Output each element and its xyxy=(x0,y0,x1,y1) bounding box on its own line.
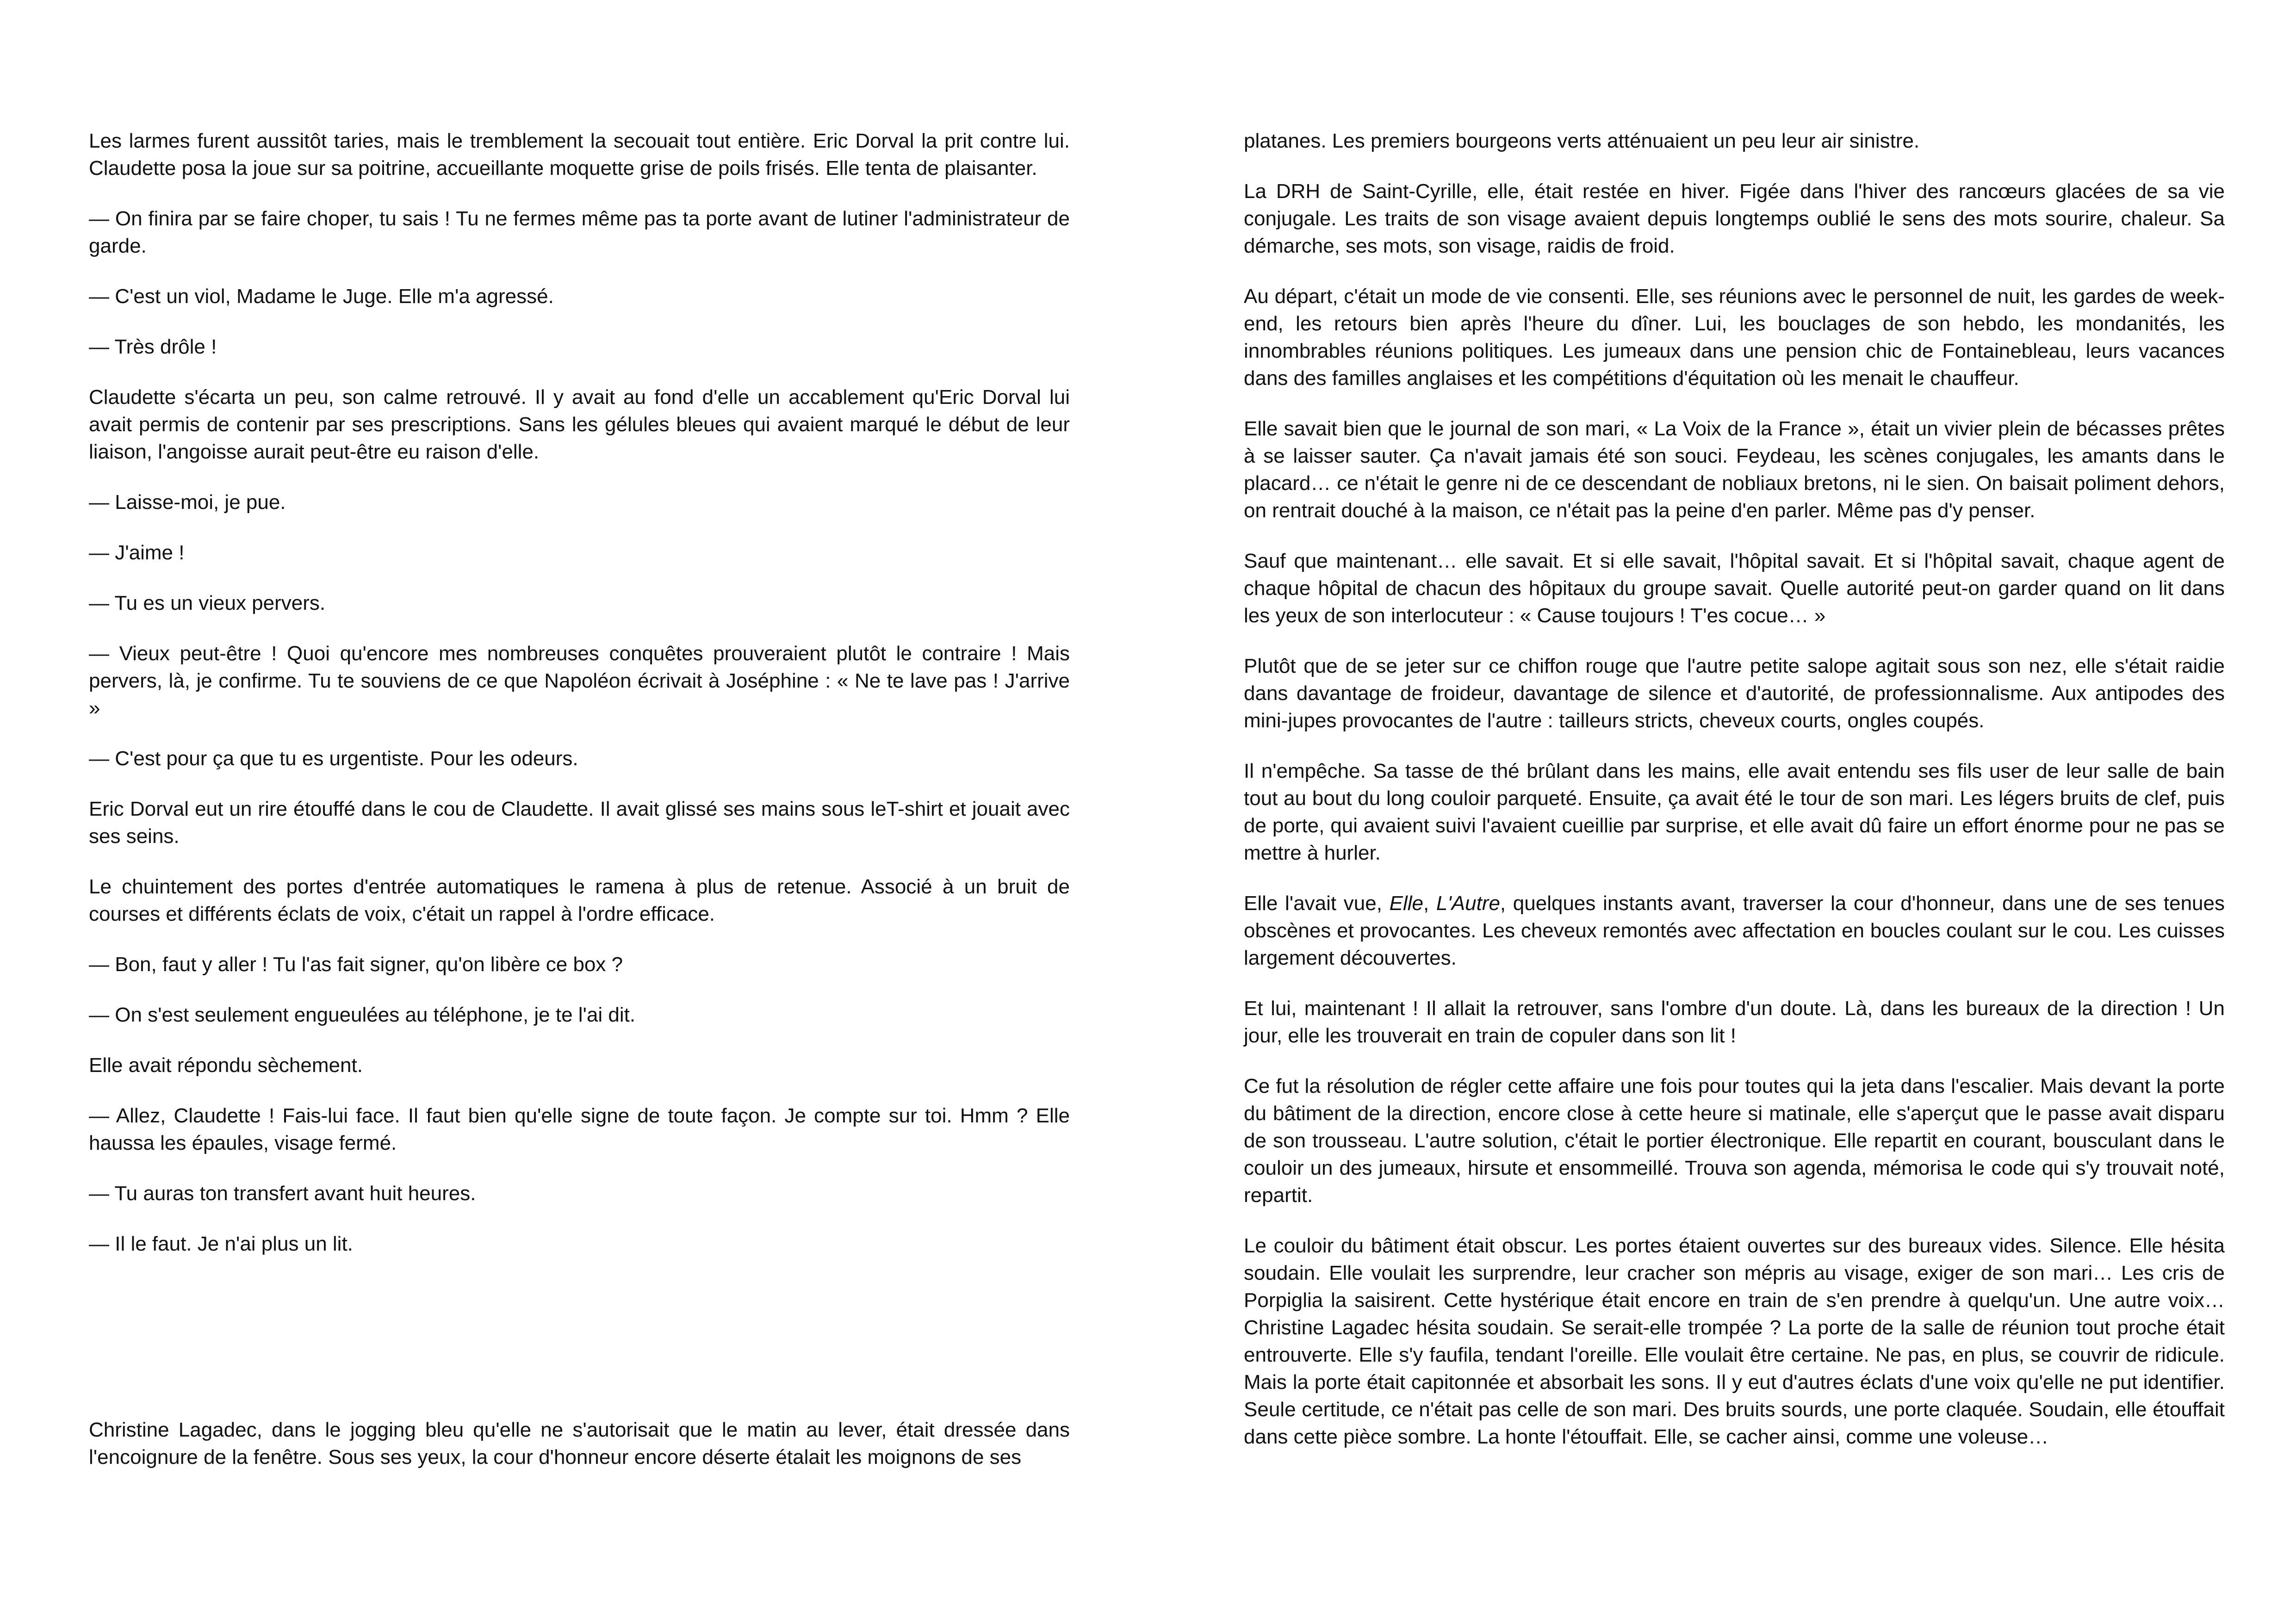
paragraph: Claudette s'écarta un peu, son calme retrouvé. Il y avait au fond d'elle un accablement qu'Eric Dorval lui avait permis de contenir par ses prescriptions. Sans les gélules bleues qui avaient marqué le début de leur liaison, l'angoisse aurait peut-être eu raison d'elle. xyxy=(89,386,1070,463)
paragraph: — Vieux peut-être ! Quoi qu'encore mes nombreuses conquêtes prouveraient plutôt le contraire ! Mais pervers, là, je confirme. Tu te souviens de ce que Napoléon écrivait à Joséphine : « Ne te lave pas ! J'arrive » xyxy=(89,642,1070,719)
paragraph: — J'aime ! xyxy=(89,541,185,564)
paragraph-text-segment: , xyxy=(1423,892,1436,915)
paragraph: Plutôt que de se jeter sur ce chiffon rouge que l'autre petite salope agitait sous son nez, elle s'était raidie dans davantage de froideur, davantage de silence et d'autorité, de professionnalisme. Aux antipodes des mini-jupes provocantes de l'autre : tailleurs stricts, cheveux courts, ongles coupés. xyxy=(1244,655,2225,732)
paragraph: — Allez, Claudette ! Fais-lui face. Il faut bien qu'elle signe de toute façon. Je compte sur toi. Hmm ? Elle haussa les épaules, visage fermé. xyxy=(89,1104,1070,1154)
right-page-text xyxy=(1244,127,2225,1450)
right-page xyxy=(1148,0,2296,1623)
paragraph: La DRH de Saint-Cyrille, elle, était restée en hiver. Figée dans l'hiver des rancœurs glacées de sa vie conjugale. Les traits de son visage avaient depuis longtemps oublié le sens des mots sourire, chaleur. Sa démarche, ses mots, son visage, raidis de froid. xyxy=(1244,180,2225,257)
paragraph: Les larmes furent aussitôt taries, mais le tremblement la secouait tout entière. Eric Dorval la prit contre lui. Claudette posa la joue sur sa poitrine, accueillante moquette grise de poils frisés. Elle tenta de plaisanter. xyxy=(89,130,1070,180)
paragraph: — Il le faut. Je n'ai plus un lit. xyxy=(89,1233,353,1255)
paragraph: Et lui, maintenant ! Il allait la retrouver, sans l'ombre d'un doute. Là, dans les bureaux de la direction ! Un jour, elle les trouverait en train de copuler dans son lit ! xyxy=(1244,997,2225,1047)
italic-text: L'Autre xyxy=(1436,892,1500,915)
paragraph: platanes. Les premiers bourgeons verts atténuaient un peu leur air sinistre. xyxy=(1244,130,1920,152)
paragraph: Le couloir du bâtiment était obscur. Les portes étaient ouvertes sur des bureaux vides. Silence. Elle hésita soudain. Elle voulait les surprendre, leur cracher son mépris au visage, exiger de son mari… Les cris de Porpiglia la saisirent. Cette hystérique était encore en train de s'en prendre à quelqu'un. Une autre voix… Christine Lagadec hésita soudain. Se serait-elle trompée ? La porte de la salle de réunion tout proche était entrouverte. Elle s'y faufila, tendant l'oreille. Elle voulait être certaine. Ne pas, en plus, se couvrir de ridicule. Mais la porte était capitonnée et absorbait les sons. Il y eut d'autres éclats d'une voix qu'elle ne put identifier. Seule certitude, ce n'était pas celle de son mari. Des bruits sourds, une porte claquée. Soudain, elle étouffait dans cette pièce sombre. La honte l'étouffait. Elle, se cacher ainsi, comme une voleuse… xyxy=(1244,1234,2225,1448)
paragraph: Le chuintement des portes d'entrée automatiques le ramena à plus de retenue. Associé à un bruit de courses et différents éclats de voix, c'était un rappel à l'ordre efficace. xyxy=(89,875,1070,925)
left-page-bottom-text xyxy=(89,1416,1070,1471)
paragraph: Au départ, c'était un mode de vie consenti. Elle, ses réunions avec le personnel de nuit, les gardes de week-end, les retours bien après l'heure du dîner. Lui, les bouclages de son hebdo, les mondanités, les innombrables réunions politiques. Les jumeaux dans une pension chic de Fontainebleau, leurs vacances dans des familles anglaises et les compétitions d'équitation où les menait le chauffeur. xyxy=(1244,285,2225,390)
paragraph: — Très drôle ! xyxy=(89,335,217,358)
paragraph: Il n'empêche. Sa tasse de thé brûlant dans les mains, elle avait entendu ses fils user de leur salle de bain tout au bout du long couloir parqueté. Ensuite, ça avait été le tour de son mari. Les légers bruits de clef, puis de porte, qui avaient suivi l'avaient cueillie par surprise, et elle avait dû faire un effort énorme pour ne pas se mettre à hurler. xyxy=(1244,760,2225,864)
left-page-top-text xyxy=(89,127,1070,1258)
paragraph: — Tu es un vieux pervers. xyxy=(89,592,326,614)
paragraph: — Tu auras ton transfert avant huit heures. xyxy=(89,1182,476,1205)
paragraph: — On s'est seulement engueulées au téléphone, je te l'ai dit. xyxy=(89,1004,636,1026)
paragraph: Eric Dorval eut un rire étouffé dans le cou de Claudette. Il avait glissé ses mains sous leT-shirt et jouait avec ses seins. xyxy=(89,798,1070,848)
paragraph: — C'est pour ça que tu es urgentiste. Pour les odeurs. xyxy=(89,747,578,770)
paragraph: Christine Lagadec, dans le jogging bleu qu'elle ne s'autorisait que le matin au lever, était dressée dans l'encoignure de la fenêtre. Sous ses yeux, la cour d'honneur encore déserte étalait les moignons de ses xyxy=(89,1419,1070,1468)
paragraph-text-segment: , quelques instants avant, traverser la cour d'honneur, dans une de ses tenues obscènes et provocantes. Les cheveux remontés avec affectation en boucles coulant sur le cou. Les cuisses largement découvertes. xyxy=(1244,892,2225,969)
paragraph-text-segment: Elle l'avait vue, xyxy=(1244,892,1390,915)
paragraph: Elle avait répondu sèchement. xyxy=(89,1054,363,1077)
paragraph: Elle savait bien que le journal de son mari, « La Voix de la France », était un vivier plein de bécasses prêtes à se laisser sauter. Ça n'avait jamais été son souci. Feydeau, les scènes conjugales, les amants dans le placard… ce n'était le genre ni de ce descendant de nobliaux bretons, ni le sien. On baisait poliment dehors, on rentrait douché à la maison, ce n'était pas la peine d'en parler. Même pas d'y penser. xyxy=(1244,417,2225,522)
italic-text: Elle xyxy=(1389,892,1423,915)
paragraph: — Bon, faut y aller ! Tu l'as fait signer, qu'on libère ce box ? xyxy=(89,953,623,976)
paragraph: — Laisse-moi, je pue. xyxy=(89,491,286,514)
paragraph-with-italics xyxy=(1244,890,2225,972)
paragraph: Ce fut la résolution de régler cette affaire une fois pour toutes qui la jeta dans l'escalier. Mais devant la porte du bâtiment de la direction, encore close à cette heure si matinale, elle s'aperçut que le passe avait disparu de son trousseau. L'autre solution, c'était le portier électronique. Elle repartit en courant, bousculant dans le couloir un des jumeaux, hirsute et ensommeillé. Trouva son agenda, mémorisa le code qui s'y trouvait noté, repartit. xyxy=(1244,1075,2225,1207)
paragraph: — On finira par se faire choper, tu sais ! Tu ne fermes même pas ta porte avant de lutiner l'administrateur de garde. xyxy=(89,207,1070,257)
paragraph: — C'est un viol, Madame le Juge. Elle m'a agressé. xyxy=(89,285,554,308)
paragraph: Sauf que maintenant… elle savait. Et si elle savait, l'hôpital savait. Et si l'hôpital savait, chaque agent de chaque hôpital de chacun des hôpitaux du groupe savait. Quelle autorité peut-on garder quand on lit dans les yeux de son interlocuteur : « Cause toujours ! T'es cocue… » xyxy=(1244,550,2225,627)
